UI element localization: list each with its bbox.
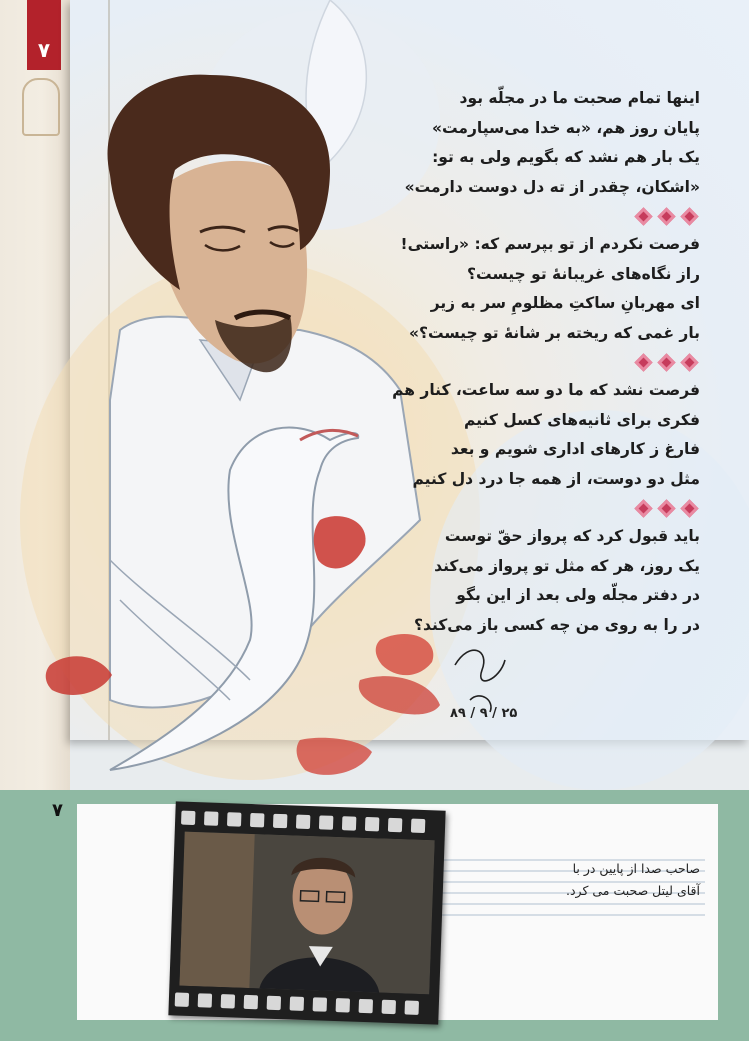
signature-date: ۲۵ / ۹ / ۸۹	[450, 706, 518, 721]
poem-line: یک روز، هر که مثل تو پرواز می‌کند	[434, 556, 700, 575]
lower-page-number: ۷	[52, 800, 63, 821]
poem-line: فرصت نکردم از تو بپرسم که: «راستی!	[400, 235, 700, 253]
diamond-ornament-icon	[680, 499, 698, 517]
diamond-ornament-icon	[657, 353, 675, 371]
diamond-ornament-icon	[657, 499, 675, 517]
poem-stanza-1	[395, 84, 700, 202]
poem-line: راز نگاه‌های غریبانهٔ تو چیست؟	[467, 264, 700, 283]
poem-line: باید قبول کرد که پرواز حقّ توست	[444, 527, 700, 545]
diamond-ornament-icon	[634, 499, 652, 517]
poem-line: ای مهربانِ ساکتِ مظلومِ سر به زیر	[430, 294, 700, 312]
poem-stanza-3	[392, 376, 700, 494]
page-number-tab: ۷	[27, 0, 61, 70]
diamond-ornament-icon	[680, 207, 698, 225]
caption-line: صاحب صدا از پایین در با	[572, 861, 700, 876]
stanza-divider	[395, 202, 700, 230]
poem-line: در دفتر مجلّه ولی بعد از این بگو	[456, 586, 700, 604]
poem-line: فکری برای ثانیه‌های کسل کنیم	[464, 410, 700, 429]
caption-line: آقای لیتل صحبت می کرد.	[566, 883, 700, 898]
poem-line: فارغ ز کارهای اداری شویم و بعد	[450, 440, 700, 458]
film-strip-photo	[168, 801, 445, 1024]
diamond-ornament-icon	[680, 353, 698, 371]
poem-line: پایان روز هم، «به خدا می‌سپارمت»	[431, 118, 700, 137]
poem-line: یک بار هم نشد که بگویم ولی به تو:	[432, 148, 700, 166]
poem-line: فرصت نشد که ما دو سه ساعت، کنار هم	[392, 381, 700, 399]
poem-stanza-4	[395, 522, 700, 640]
film-still-image	[179, 832, 434, 995]
stanza-divider	[395, 348, 700, 376]
poem	[392, 84, 700, 640]
poem-stanza-2	[395, 230, 700, 348]
photo-caption	[450, 858, 700, 902]
diamond-ornament-icon	[634, 353, 652, 371]
poem-line: اینها تمام صحبت ما در مجلّه بود	[459, 89, 700, 107]
poem-line: بار غمی که ریخته بر شانهٔ تو چیست؟»	[408, 323, 700, 342]
diamond-ornament-icon	[657, 207, 675, 225]
diamond-ornament-icon	[634, 207, 652, 225]
poem-line: «اشکان، چقدر از ته دل دوست دارمت»	[404, 177, 700, 196]
poem-line: مثل دو دوست، از همه جا درد دل کنیم	[412, 469, 700, 488]
man-with-glasses-still	[179, 832, 434, 995]
poem-line: در را به روی من چه کسی باز می‌کند؟	[414, 615, 700, 634]
stanza-divider	[395, 494, 700, 522]
